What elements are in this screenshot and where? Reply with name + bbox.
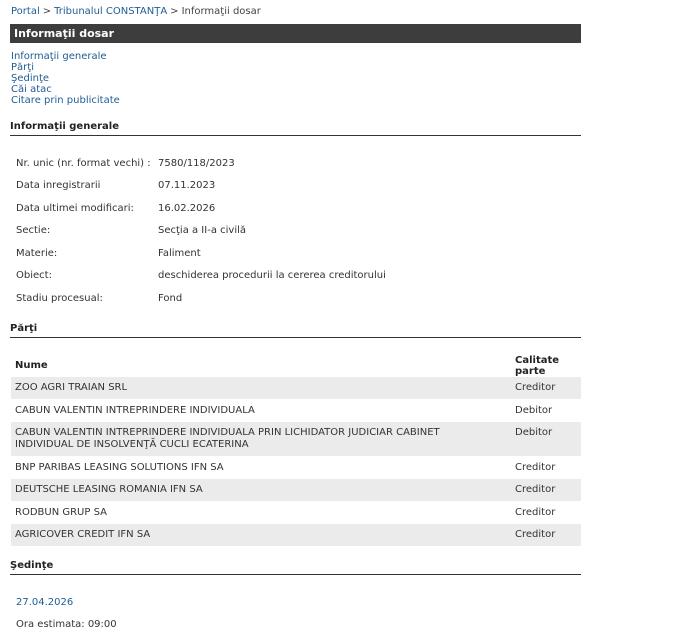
info-value: 16.02.2026 [158, 203, 216, 214]
info-label: Obiect: [16, 270, 52, 281]
quick-nav-link-sedinte[interactable]: Şedinţe [11, 73, 50, 84]
party-role: Creditor [515, 479, 581, 501]
party-name: BNP PARIBAS LEASING SOLUTIONS IFN SA [15, 461, 224, 473]
party-name: AGRICOVER CREDIT IFN SA [11, 524, 515, 546]
info-label: Data ultimei modificari: [16, 203, 134, 214]
info-value: Fond [158, 293, 183, 304]
breadcrumb-current: Informaţii dosar [181, 6, 261, 17]
table-row [11, 377, 581, 399]
breadcrumb-court-link[interactable]: Tribunalul CONSTANŢA [54, 6, 168, 17]
table-header-row [11, 354, 581, 377]
sedinta-ora-estimata: Ora estimata: 09:00 [16, 619, 117, 630]
party-name: CABUN VALENTIN INTREPRINDERE INDIVIDUALA [15, 404, 255, 416]
quick-nav-link-parti[interactable]: Părţi [11, 62, 34, 73]
section-heading-informatii-generale: Informaţii generale [10, 121, 581, 136]
section-heading-parti: Părţi [10, 323, 581, 338]
info-label: Data inregistrarii [16, 180, 101, 191]
table-row [11, 422, 581, 456]
info-value: Faliment [158, 248, 201, 259]
info-value: 07.11.2023 [158, 180, 216, 191]
table-row [11, 524, 581, 546]
breadcrumb-portal-link[interactable]: Portal [11, 6, 40, 17]
sedinta-date: 27.04.2026 [16, 597, 74, 608]
info-value: Secţia a II-a civilă [158, 225, 247, 236]
quick-nav-link-cai-atac[interactable]: Căi atac [11, 84, 52, 95]
party-role: Creditor [515, 461, 556, 473]
breadcrumb [11, 6, 261, 17]
party-name: CABUN VALENTIN INTREPRINDERE INDIVIDUALA PRIN LICHIDATOR JUDICIAR CABINET INDIVIDUAL DE INSOLVENŢĂ CUCLI ECATERINA [11, 422, 515, 456]
quick-nav-link-citare-publicitate[interactable]: Citare prin publicitate [11, 95, 120, 106]
parti-table [11, 354, 581, 546]
info-value: 7580/118/2023 [158, 158, 235, 169]
page-title: Informaţii dosar [10, 24, 581, 43]
party-role: Creditor [515, 506, 556, 518]
table-row [11, 479, 581, 501]
column-header-nume: Nume [15, 360, 48, 371]
table-row [11, 501, 581, 524]
table-row [11, 399, 581, 422]
table-row [11, 456, 581, 479]
party-role: Debitor [515, 422, 581, 456]
info-label: Materie: [16, 248, 58, 259]
quick-nav-link-informatii-generale[interactable]: Informaţii generale [11, 51, 107, 62]
party-role: Creditor [515, 524, 581, 546]
breadcrumb-separator: > [170, 6, 179, 17]
info-value: deschiderea procedurii la cererea creditorului [158, 270, 386, 281]
quick-nav [11, 51, 120, 106]
info-label: Stadiu procesual: [16, 293, 103, 304]
column-header-calitate-parte: Calitate parte [515, 354, 560, 377]
info-label: Nr. unic (nr. format vechi) : [16, 158, 151, 169]
party-role: Creditor [515, 377, 581, 399]
party-name: RODBUN GRUP SA [15, 506, 107, 518]
info-label: Sectie: [16, 225, 51, 236]
breadcrumb-separator: > [42, 6, 52, 17]
party-name: ZOO AGRI TRAIAN SRL [11, 377, 515, 399]
party-role: Debitor [515, 404, 553, 416]
party-name: DEUTSCHE LEASING ROMANIA IFN SA [11, 479, 515, 501]
section-heading-sedinte: Şedinţe [10, 560, 581, 575]
